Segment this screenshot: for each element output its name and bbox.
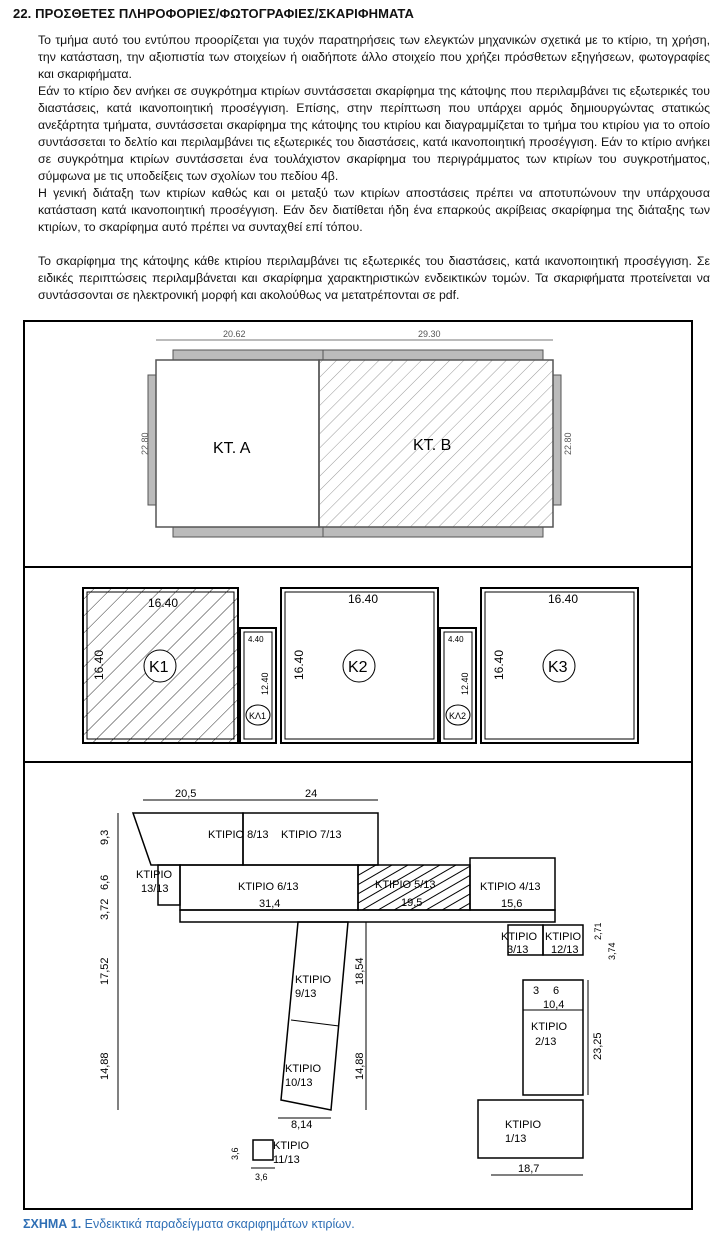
fig3-label-513: ΚΤΙΡΙΟ 5/13 [375,879,436,891]
fig2-h1: 16.40 [92,649,106,680]
fig1-label-a: ΚΤ. Α [213,440,251,457]
fig2-k1-label: K1 [149,659,169,676]
section-heading: 22. ΠΡΟΣΘΕΤΕΣ ΠΛΗΡΟΦΟΡΙΕΣ/ΦΩΤΟΓΡΑΦΙΕΣ/ΣΚΑΡΙΦΗΜΑΤΑ [13,6,414,21]
fig3-label-213b: 2/13 [535,1036,557,1048]
fig3-d-2325: 23,25 [592,1032,604,1060]
fig2-w1: 16.40 [148,596,179,610]
fig3-b1113 [253,1140,273,1160]
fig1-label-b: ΚΤ. Β [413,437,452,454]
fig3-label-813: ΚΤΙΡΙΟ 8/13 [208,829,269,841]
fig2-w2: 16.40 [348,592,379,606]
fig1-dim-left: 22.80 [140,432,150,455]
fig1-bottom-strip-b [323,527,543,537]
fig3-d-187: 18,7 [518,1163,540,1175]
sketch-figure [23,320,693,1210]
fig3-label-213a: ΚΤΙΡΙΟ [531,1021,568,1033]
fig2-kl1-box [240,628,276,743]
fig3-label-113a: ΚΤΙΡΙΟ [505,1119,542,1131]
fig3-label-313a: ΚΤΙΡΙΟ [501,931,538,943]
fig3-label-1313a: ΚΤΙΡΙΟ [136,869,173,881]
fig2-k3-label: K3 [548,659,568,676]
fig3-label-413: ΚΤΙΡΙΟ 4/13 [480,881,541,893]
fig3-d-l1: 9,3 [99,829,111,845]
fig2-k2-label: K2 [348,659,368,676]
fig3-label-913b: 9/13 [295,988,317,1000]
fig3-d-104: 10,4 [543,999,565,1011]
caption-text: Ενδεικτικά παραδείγματα σκαριφημάτων κτιρίων. [81,1217,355,1231]
fig1-top-strip-b [323,350,543,360]
fig3-label-913a: ΚΤΙΡΙΟ [295,974,332,986]
fig1-bottom-strip-a [173,527,323,537]
fig2-sh1: 12.40 [260,672,270,695]
fig1-dim-a: 20.62 [223,329,246,339]
fig3-labels [99,788,617,1182]
fig3-label-613: ΚΤΙΡΙΟ 6/13 [238,881,299,893]
fig1-right-strip [553,375,561,505]
fig1-top-strip-a [173,350,323,360]
fig3-d-top1: 20,5 [175,788,197,800]
fig3-d-814: 8,14 [291,1119,313,1131]
fig3-d-l3: 3,72 [99,898,111,920]
fig2-h2: 16.40 [292,649,306,680]
fig3-d-271: 2,71 [593,922,603,940]
fig2-h3: 16.40 [492,649,506,680]
fig3-d-31: 31,4 [259,898,281,910]
fig2-sw2: 4.40 [448,635,464,644]
fig2-w3: 16.40 [548,592,579,606]
caption-number: ΣΧΗΜΑ 1. [23,1217,82,1231]
fig3-d-3: 3 [533,985,540,997]
fig3-d-6: 6 [553,985,560,997]
fig3-label-1113a: ΚΤΙΡΙΟ [273,1140,310,1152]
fig3-d-m1: 18,54 [354,957,366,985]
fig1-dim-right: 22.80 [563,432,573,455]
fig3-d-156: 15,6 [501,898,523,910]
fig3-label-1213b: 12/13 [551,944,579,956]
fig3-d-374: 3,74 [607,942,617,960]
fig3-d-l2: 6,6 [99,874,111,890]
sketch-svg [23,320,693,1210]
fig3-b913-divider [291,1020,339,1026]
fig2-sw1: 4.40 [248,635,264,644]
fig2-kl1-label: ΚΛ1 [249,711,267,721]
fig3-label-1013a: ΚΤΙΡΙΟ [285,1063,322,1075]
paragraph-2: Εάν το κτίριο δεν ανήκει σε συγκρότημα κτιρίων συντάσσεται σκαρίφημα της κάτοψης που περιλαμβάνει τις εξωτερικές του διαστάσεις, κατά ικανοποιητική προσέγγιση. Επίσης, στην περίπτωση που υπάρχει αρμός δημιουργώντας στατικώς ανεξάρτητα τμήματα, συντάσσεται σκαρίφημα της κάτοψης του κτιρίου και διαγραμμίζεται το τμήμα του κτιρίου για το οποίο συντάσσεται το δελτίο και περιλαμβάνει τις εξωτερικές του διαστάσεις, κατά ικανοποιητική προσέγγιση. Εάν το κτίριο ανήκει σε συγκρότημα κτιρίων συντάσσεται ένα τουλάχιστον σκαρίφημα του περιγράμματος των κτιρίων του συγκροτήματος, σύμφωνα με τις υποδείξεις των σχολίων του πεδίου 4β. [38,84,710,184]
fig2-sh2: 12.40 [460,672,470,695]
fig1-dim-b: 29.30 [418,329,441,339]
fig3-d-top2: 24 [305,788,318,800]
fig3-d-l5: 14,88 [99,1052,111,1080]
fig2-plan [83,588,638,743]
fig3-d-l4: 17,52 [99,957,111,985]
figure-caption [23,1217,355,1231]
fig3-label-1213a: ΚΤΙΡΙΟ [545,931,582,943]
fig3-strip [180,910,555,922]
fig3-label-713: ΚΤΙΡΙΟ 7/13 [281,829,342,841]
fig3-label-113b: 1/13 [505,1133,527,1145]
paragraph-3: Η γενική διάταξη των κτιρίων καθώς και οι μεταξύ των κτιρίων αποστάσεις πρέπει να αποτυπώνουν την υπάρχουσα κατάσταση κατά ικανοποιητική προσέγγιση. Εάν δεν διατίθεται ήδη ένα επαρκούς ακρίβειας σκαρίφημα της διάταξης των κτιρίων, το σκαρίφημα αυτό πρέπει να συνταχθεί επί τόπου. [38,186,710,235]
fig1-plan [140,329,573,537]
fig3-d-36b: 3,6 [255,1172,268,1182]
fig3-d-36a: 3,6 [230,1147,240,1160]
fig3-label-1013b: 10/13 [285,1077,313,1089]
fig3-label-1313b: 13/13 [141,883,169,895]
fig3-label-1113b: 11/13 [273,1154,300,1166]
fig2-kl2-label: ΚΛ2 [449,711,467,721]
fig3-label-313b: 3/13 [507,944,529,956]
fig3-d-195: 19,5 [401,897,423,909]
fig3-d-m2: 14,88 [354,1052,366,1080]
paragraph-1: Το τμήμα αυτό του εντύπου προορίζεται για τυχόν παρατηρήσεις των ελεγκτών μηχανικών σχετικά με το κτίριο, τη χρήση, την κατάσταση, την αξιοπιστία των στοιχείων ή οιαδήποτε άλλο στοιχείο που χρήζει πρόσθετων εξηγήσεων, φωτογραφίες και σκαριφήματα. [38,33,710,82]
fig2-kl2-box [440,628,476,743]
paragraph-4: Το σκαρίφημα της κάτοψης κάθε κτιρίου περιλαμβάνει τις εξωτερικές του διαστάσεις, κατά ικανοποιητική προσέγγιση. Σε ειδικές περιπτώσεις περιλαμβάνεται και σκαρίφημα χαρακτηριστικών ενδεικτικών τομών. Τα σκαριφήματα προτείνεται να συντάσσονται σε ηλεκτρονική μορφή και ακολούθως να μετατρέπονται σε pdf. [38,254,710,303]
